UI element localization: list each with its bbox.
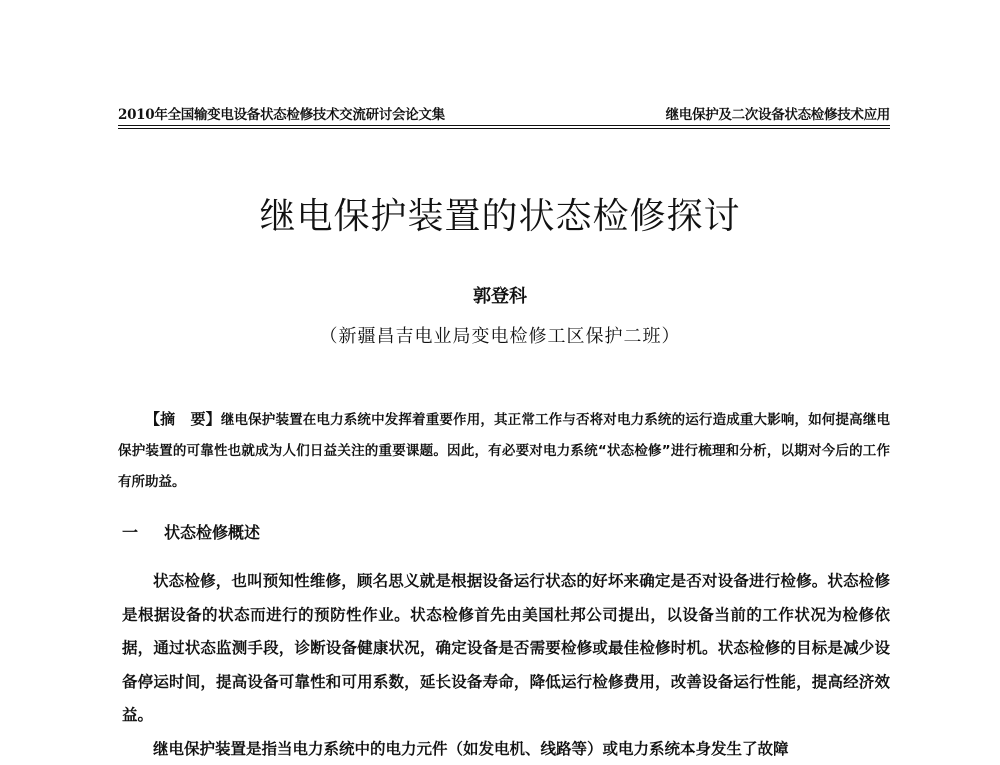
header-left-text: 2010年全国输变电设备状态检修技术交流研讨会论文集 [118,103,445,123]
section-heading [122,520,260,543]
abstract [118,404,890,498]
author-affiliation: （新疆昌吉电业局变电检修工区保护二班） [0,322,1000,348]
section-body [122,564,890,765]
abstract-label: 【摘 要】 [145,410,221,428]
body-paragraph: 状态检修，也叫预知性维修，顾名思义就是根据设备运行状态的好坏来确定是否对设备进行检修。状态检修是根据设备的状态而进行的预防性作业。状态检修首先由美国杜邦公司提出，以设备当前的工作状况为检修依据，通过状态监测手段，诊断设备健康状况，确定设备是否需要检修或最佳检修时机。状态检修的目标是减少设备停运时间，提高设备可靠性和可用系数，延长设备寿命，降低运行检修费用，改善设备运行性能，提高经济效益。 [122,564,890,732]
section-title: 状态检修概述 [164,523,260,542]
body-paragraph: 继电保护装置是指当电力系统中的电力元件（如发电机、线路等）或电力系统本身发生了故障 [122,732,890,765]
paper-title: 继电保护装置的状态检修探讨 [0,188,1000,239]
section-number: 一 [122,520,164,543]
header-right-text: 继电保护及二次设备状态检修技术应用 [666,103,890,123]
running-header [118,100,890,122]
author-name: 郭登科 [0,282,1000,308]
header-rule [118,125,890,126]
header-rule-thin [118,128,890,129]
abstract-text: 继电保护装置在电力系统中发挥着重要作用，其正常工作与否将对电力系统的运行造成重大影响，如何提高继电保护装置的可靠性也就成为人们日益关注的重要课题。因此，有必要对电力系统“状态检修”进行梳理和分析，以期对今后的工作有所助益。 [118,412,890,490]
